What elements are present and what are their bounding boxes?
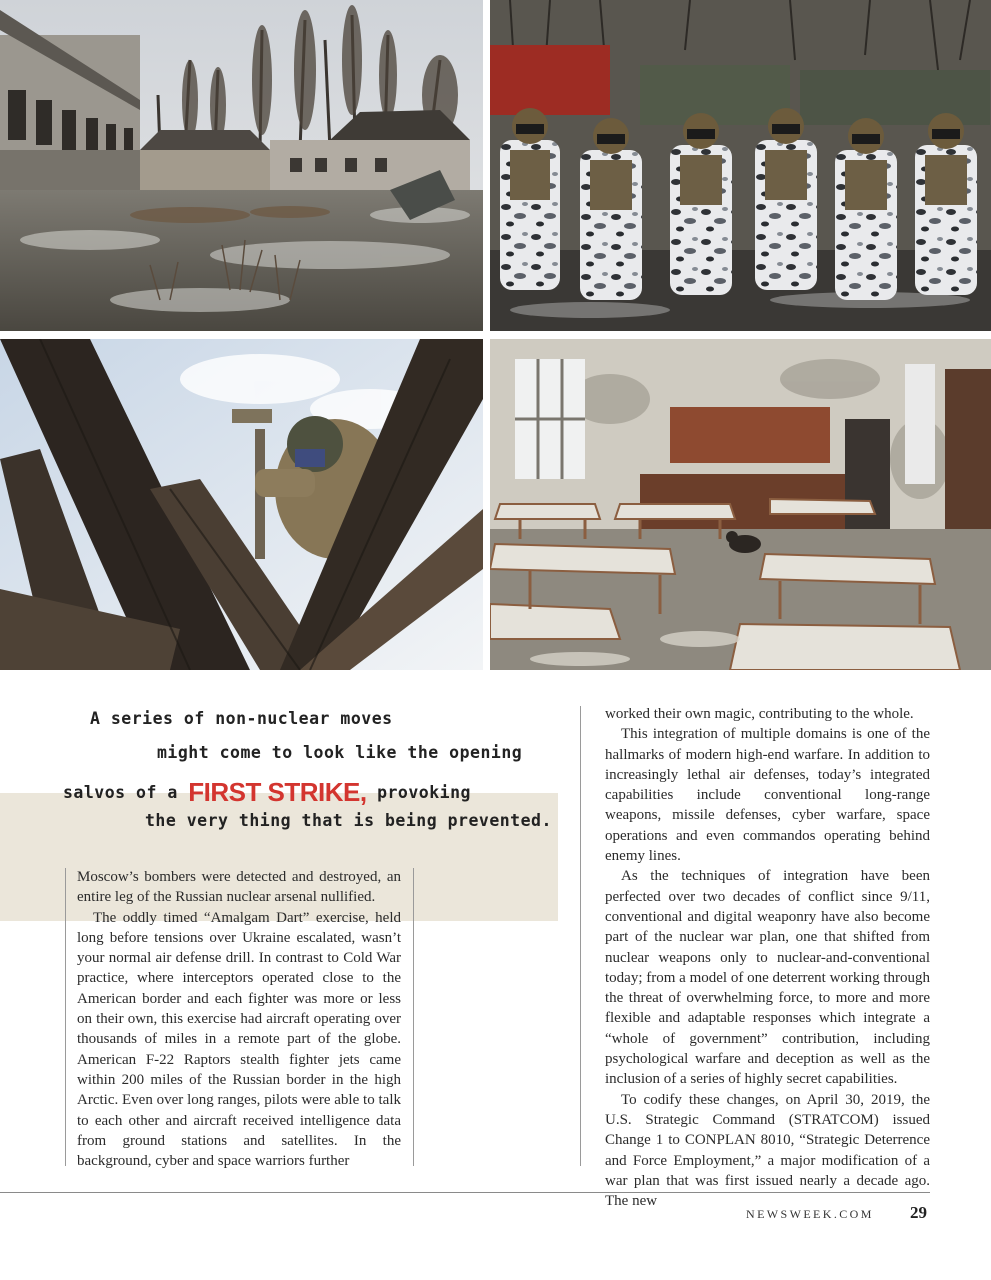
- footer-site-name: NEWSWEEK.COM: [746, 1207, 874, 1221]
- pull-quote-first-strike: FIRST STRIKE,: [188, 777, 367, 807]
- right-paragraph-4: To codify these changes, on April 30, 2019, the U.S. Strategic Command (STRATCOM) issued Change 1 to CONPLAN 8010, “Strategic Deterrence and Force Employment,” a major modification of a war plan that was first issued nearly a decade ago. The new: [605, 1091, 930, 1210]
- footer-rule: [0, 1192, 930, 1193]
- photo-ruined-buildings: [0, 0, 483, 331]
- page-number: 29: [910, 1203, 927, 1222]
- right-column-text: [605, 704, 930, 1211]
- left-paragraph-1: Moscow’s bombers were detected and destroyed, an entire leg of the Russian nuclear arsenal nullified.: [77, 869, 401, 906]
- pull-quote-line-3-post: provoking: [377, 783, 471, 802]
- photo-destroyed-classroom: [490, 339, 991, 670]
- left-column-text: [77, 867, 401, 1171]
- left-paragraph-2: The oddly timed “Amalgam Dart” exercise, held long before tensions over Ukraine escalated, wasn’t your normal air defense drill. In contrast to Cold War practice, where interceptors operated close to the American border and each fighter was more or less on their own, this exercise had aircraft operating over thousands of miles in a remote part of the globe. American F-22 Raptors stealth fighter jets came within 200 miles of the Russian border in the high Arctic. Even over long ranges, pilots were able to talk to each other and aircraft received intelligence data from ground stations and satellites. In the background, cyber and space warriors further: [77, 909, 401, 1170]
- pull-quote-line-3-pre: salvos of a: [63, 783, 178, 802]
- right-column-rule: [580, 706, 581, 1166]
- pull-quote-line-4: the very thing that is being prevented.: [145, 811, 552, 830]
- pull-quote-line-3: [63, 777, 471, 808]
- pull-quote-line-1: A series of non-nuclear moves: [90, 709, 393, 728]
- right-paragraph-1: worked their own magic, contributing to the whole.: [605, 706, 914, 722]
- pull-quote-line-2: might come to look like the opening: [157, 743, 523, 762]
- right-paragraph-2: This integration of multiple domains is one of the hallmarks of modern high-end warfare. In addition to increasingly lethal air defenses, today’s integrated capabilities include conventional long-range weapons, missile defenses, cyber warfare, space operations and even commandos operating behind enemy lines.: [605, 726, 930, 865]
- left-column-rule-left: [65, 868, 66, 1166]
- left-column-rule-right: [413, 868, 414, 1166]
- photo-soldier-trench: [0, 339, 483, 670]
- photo-soldiers-snow-camouflage: [490, 0, 991, 331]
- right-paragraph-3: As the techniques of integration have been perfected over two decades of conflict since 9/11, conventional and digital weaponry have also become part of the nuclear war plan, one that shifted from nuclear weapons only to nuclear-and-conventional today; from a model of one deterrent working through the threat of overwhelming force, to more and more flexible and adaptable responses which integrate a “whole of government” contribution, including psychological warfare and deception as well as the inclusion of a series of highly secret capabilities.: [605, 868, 930, 1088]
